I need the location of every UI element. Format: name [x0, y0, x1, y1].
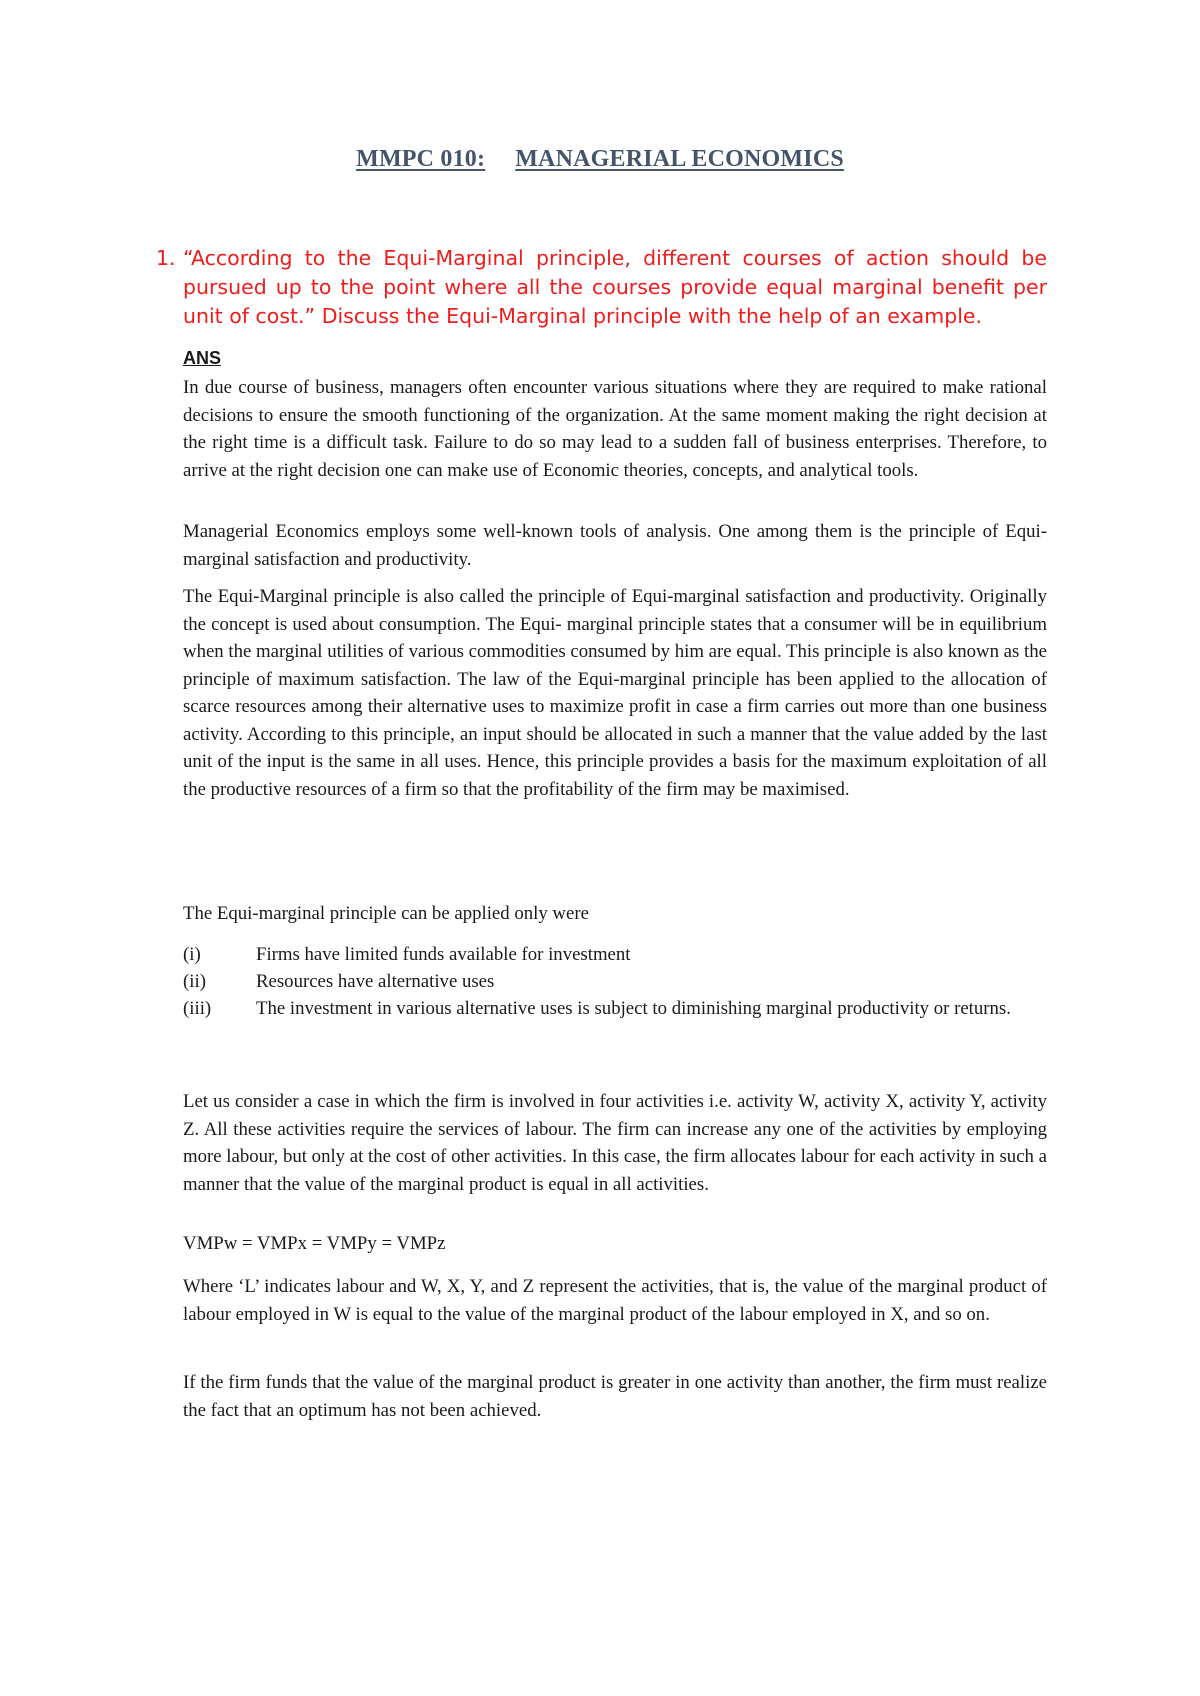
list-item-number: (i): [183, 944, 201, 965]
paragraph-optimum: If the firm funds that the value of the marginal product is greater in one activity than another, the firm must realize the fact that an optimum has not been achieved.: [183, 1372, 1047, 1421]
list-item-number: (iii): [183, 998, 212, 1019]
answer-label: ANS: [183, 348, 222, 368]
title-colon: :: [477, 146, 486, 172]
page-title: [0, 146, 1200, 173]
paragraph-explanation: Where ‘L’ indicates labour and W, X, Y, and Z represent the activities, that is, the value of the marginal product of labour employed in W is equal to the value of the marginal product of the labour employed in X, and so on.: [183, 1276, 1047, 1325]
equation: VMPw = VMPx = VMPy = VMPz: [183, 1233, 446, 1254]
paragraph-tools: Managerial Economics employs some well-known tools of analysis. One among them is the principle of Equi-marginal satisfaction and productivity.: [183, 521, 1047, 570]
paragraph-principle: The Equi-Marginal principle is also called the principle of Equi-marginal satisfaction and productivity. Originally the concept is used about consumption. The Equi- marginal principle states that a consumer will be in equilibrium when the marginal utilities of various commodities consumed by him are equal. This principle is also known as the principle of maximum satisfaction. The law of the Equi-marginal principle has been applied to the allocation of scarce resources among their alternative uses to maximize profit in case a firm carries out more than one business activity. According to this principle, an input should be allocated in such a manner that the value added by the last unit of the input is the same in all uses. Hence, this principle provides a basis for the maximum exploitation of all the productive resources of a firm so that the profitability of the firm may be maximised.: [183, 586, 1047, 800]
question-number: 1.: [156, 246, 176, 270]
paragraph-intro: In due course of business, managers often encounter various situations where they are required to make rational decisions to ensure the smooth functioning of the organization. At the same moment making the right decision at the right time is a difficult task. Failure to do so may lead to a sudden fall of business enterprises. Therefore, to arrive at the right decision one can make use of Economic theories, concepts, and analytical tools.: [183, 377, 1047, 481]
question-text: “According to the Equi-Marginal principle, different courses of action should be pursued up to the point where all the courses provide equal marginal benefit per unit of cost.” Discuss the Equi-Marginal principle with the help of an example.: [183, 246, 1047, 328]
list-item-number: (ii): [183, 971, 206, 992]
course-code: MMPC 010: [356, 146, 477, 172]
list-item-text: Firms have limited funds available for investment: [256, 944, 631, 965]
paragraph-conditions-intro: The Equi-marginal principle can be applied only were: [183, 903, 589, 924]
paragraph-example: Let us consider a case in which the firm is involved in four activities i.e. activity W, activity X, activity Y, activity Z. All these activities require the services of labour. The firm can increase any one of the activities by employing more labour, but only at the cost of other activities. In this case, the firm allocates labour for each activity in such a manner that the value of the marginal product is equal in all activities.: [183, 1091, 1047, 1195]
list-item-text: The investment in various alternative uses is subject to diminishing marginal productivity or returns.: [256, 998, 1011, 1019]
list-item-text: Resources have alternative uses: [256, 971, 495, 992]
question-1: [156, 244, 1047, 331]
course-name: MANAGERIAL ECONOMICS: [515, 146, 844, 172]
